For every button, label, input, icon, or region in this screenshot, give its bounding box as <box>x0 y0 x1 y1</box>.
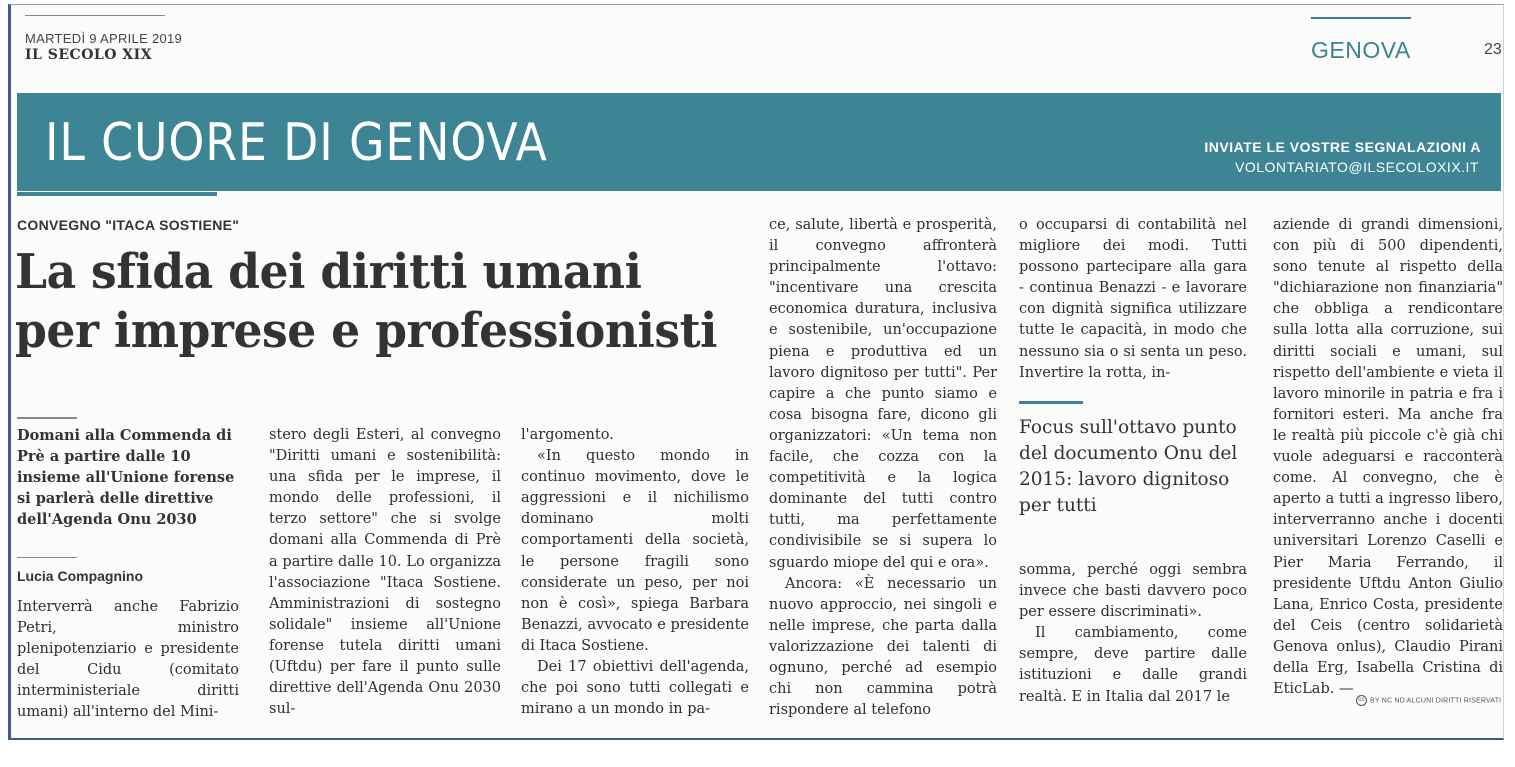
paragraph: somma, perché oggi sembra invece che basti davvero poco per essere discriminati». <box>1019 562 1247 621</box>
banner-email: VOLONTARIATO@ILSECOLOXIX.IT <box>1235 159 1479 175</box>
text-column-5 <box>1019 215 1247 384</box>
section-rule <box>1311 17 1411 19</box>
paragraph: o occuparsi di contabilità nel migliore dei modi. Tutti possono partecipare alla gara - continua Benazzi - e lavorare con dignità significa utilizzare tutte le capacità, in modo che nessuno sia o si senta un peso. Invertire la rotta, in- <box>1019 217 1247 381</box>
paragraph: Il cambiamento, come sempre, deve partire dalle istituzioni e dalle grandi realtà. E in Italia dal 2017 le <box>1019 625 1247 705</box>
paragraph: ce, salute, libertà e prosperità, il convegno affronterà principalmente l'ottavo: "incentivare una crescita economica duratura, inclusiva e sostenibile, un'occupazione piena e produttiva ed un lavoro dignitoso per tutti". Per capire a che punto siamo e cosa bisogna fare, dicono gli organizzatori: «Un tema non facile, che cozza con la competitività e la logica dominante del tutti contro tutti, ma perfettamente condivisibile se si supera lo sguardo miope del qui e ora». <box>769 217 997 571</box>
text-column-2 <box>269 425 501 720</box>
section-name: GENOVA <box>1311 37 1411 63</box>
paragraph: Ancora: «È necessario un nuovo approccio, nei singoli e nelle imprese, che parta dalla valorizzazione dei talenti di ognuno, perché ad esempio chi non cammina potrà rispondere al telefono <box>769 575 997 719</box>
top-rule <box>25 15 165 16</box>
banner-underline <box>17 192 217 196</box>
issue-date: MARTEDÌ 9 APRILE 2019 <box>25 31 183 46</box>
license-text: BY NC ND ALCUNI DIRITTI RISERVATI <box>1370 697 1502 705</box>
paragraph: «In questo mondo in continuo movimento, dove le aggressioni e il nichilismo dominano molti comportamenti della società, le persone fragili sono considerate un peso, per noi non è così», spiega Barbara Benazzi, avvocato e presidente di Itaca Sostiene. <box>521 448 749 654</box>
headline-line-2: per imprese e professionisti <box>15 303 718 359</box>
page-number: 23 <box>1484 41 1502 58</box>
paragraph: Dei 17 obiettivi dell'agenda, che poi sono tutti collegati e mirano a un mondo in pa- <box>521 659 749 718</box>
license-note <box>1356 695 1501 706</box>
banner-title: IL CUORE DI GENOVA <box>45 113 548 173</box>
creative-commons-icon: cc <box>1356 695 1367 706</box>
text-column-1 <box>17 597 239 724</box>
paragraph: aziende di grandi dimensioni, con più di 500 dipendenti, sono tenute al rispetto della "dichiarazione non finanziaria" che obbliga a rendicontare sulla lotta alla corruzione, sui diritti sociali e umani, sul rispetto dell'ambiente e vieta il lavoro minorile in patria e fra i fornitori esteri. Ma anche fra le realtà più piccole c'è già chi vuole adeguarsi e racconterà come. Al convegno, che è aperto a tutti a ingresso libero, interverranno anche i docenti universitari Lorenzo Caselli e Pier Maria Ferrando, il presidente Uftdu Anton Giulio Lana, Enrico Costa, presidente del Ceis (centro solidarietà Genova onlus), Claudio Pirani della Erg, Isabella Cristina di EticLab. — <box>1273 217 1503 698</box>
paragraph: stero degli Esteri, al convegno "Diritti umani e sostenibilità: una sfida per le imprese, il mondo delle professioni, il terzo settore" che si svolge domani alla Commenda di Prè a partire dalle 10. Lo organizza l'associazione "Itaca Sostiene. Amministrazioni di sostegno solidale" insieme all'Unione forense tutela diritti umani (Uftdu) per fare il punto sulle direttive dell'Agenda Onu 2030 sul- <box>269 427 501 718</box>
article-kicker: CONVEGNO "ITACA SOSTIENE" <box>17 217 240 233</box>
newspaper-page <box>8 4 1504 740</box>
paragraph: l'argomento. <box>521 427 614 443</box>
section-banner <box>17 93 1501 191</box>
article-author: Lucia Compagnino <box>17 568 143 584</box>
summary-rule <box>17 417 77 419</box>
text-column-5-continued <box>1019 560 1247 708</box>
article-headline <box>15 243 755 361</box>
focus-rule <box>1019 401 1083 404</box>
text-column-6 <box>1273 215 1503 700</box>
text-column-3 <box>521 425 749 720</box>
banner-invite-text: INVIATE LE VOSTRE SEGNALAZIONI A <box>1204 139 1481 155</box>
headline-line-1: La sfida dei diritti umani <box>15 244 642 300</box>
author-rule <box>17 557 77 558</box>
article-summary: Domani alla Commenda di Prè a partire dalle 10 insieme all'Unione forense si parlerà delle direttive dell'Agenda Onu 2030 <box>17 427 235 528</box>
focus-box: Focus sull'ottavo punto del documento Onu del 2015: lavoro dignitoso per tutti <box>1019 417 1238 516</box>
paragraph: Interverrà anche Fabrizio Petri, ministro plenipotenziario e presidente del Cidu (comitato interministeriale diritti umani) all'interno del Mini- <box>17 599 239 721</box>
masthead: IL SECOLO XIX <box>25 47 153 63</box>
text-column-4 <box>769 215 997 721</box>
